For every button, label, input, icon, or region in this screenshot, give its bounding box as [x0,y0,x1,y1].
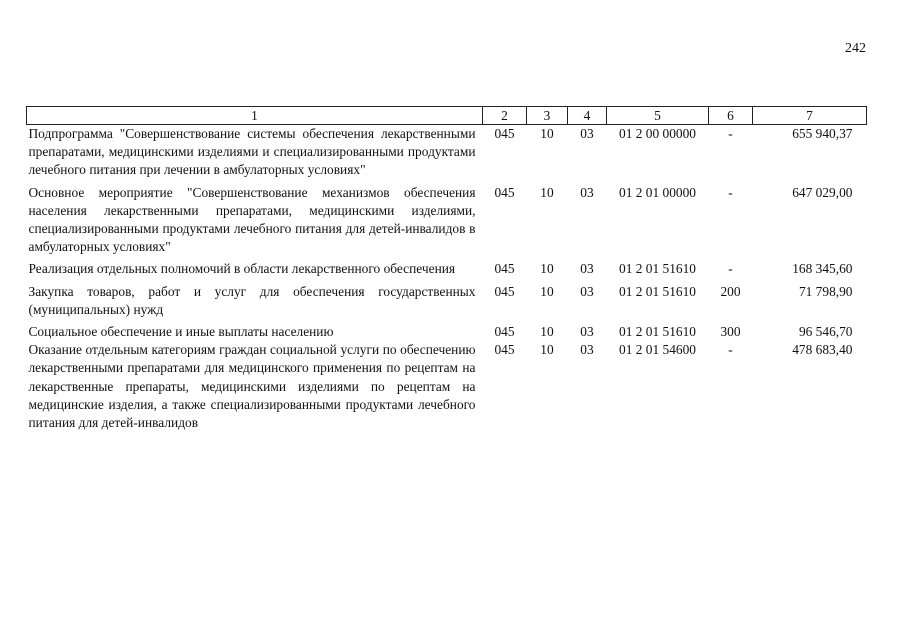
row-col-3: 10 [540,283,554,299]
table-row [27,180,867,257]
header-cell-1: 1 [27,107,483,125]
row-col-5: 01 2 01 51610 [619,261,696,277]
header-cell-7: 7 [753,107,867,125]
header-row [27,107,867,125]
header-cell-4: 4 [568,107,607,125]
row-amount: 71 798,90 [798,283,853,299]
budget-table [26,106,867,432]
row-col-5: 01 2 01 51610 [619,283,696,299]
row-col-4: 03 [580,261,594,277]
row-col-4: 03 [580,342,594,358]
header-cell-3: 3 [527,107,568,125]
row-col-6: - [728,261,733,277]
row-col-5: 01 2 01 00000 [619,184,696,200]
header-cell-6: 6 [709,107,753,125]
row-col-2: 045 [494,283,515,299]
row-col-3: 10 [540,126,554,141]
row-col-6: 300 [720,324,741,340]
row-col-5: 01 2 00 00000 [619,126,696,141]
row-col-4: 03 [580,126,594,141]
row-col-4: 03 [580,184,594,200]
row-col-5: 01 2 01 54600 [619,342,696,358]
row-col-6: - [728,126,733,141]
row-col-2: 045 [494,126,515,141]
table-row [27,125,867,180]
row-col-3: 10 [540,342,554,358]
row-amount: 478 683,40 [792,342,853,358]
row-col-4: 03 [580,283,594,299]
page-number: 242 [845,41,866,56]
row-name: Социальное обеспечение и иные выплаты населению [28,324,334,340]
row-col-2: 045 [494,342,515,358]
row-amount: 647 029,00 [792,184,853,200]
row-col-2: 045 [494,324,515,340]
table-row [27,319,867,341]
row-amount: 168 345,60 [792,261,853,277]
row-name: Подпрограмма "Совершенствование системы обеспечения лекарственными препаратами, медицинскими изделиями и специализированными продуктами лечебного питания при лечении в амбулаторных условиях" [28,126,476,178]
table-row [27,279,867,319]
row-col-2: 045 [494,184,515,200]
row-name: Основное мероприятие "Совершенствование механизмов обеспечения населения лекарственными препаратами, медицинскими изделиями, специализированными продуктами лечебного питания для детей-инвалидов в амбулаторных условиях" [28,184,476,255]
row-col-5: 01 2 01 51610 [619,324,696,340]
row-amount: 96 546,70 [798,324,853,340]
row-col-3: 10 [540,184,554,200]
row-col-6: - [728,342,733,358]
row-col-3: 10 [540,261,554,277]
row-name: Реализация отдельных полномочий в области лекарственного обеспечения [28,261,456,277]
row-col-6: 200 [720,283,741,299]
row-amount: 655 940,37 [792,126,853,141]
row-col-6: - [728,184,733,200]
row-col-3: 10 [540,324,554,340]
table-row [27,341,867,432]
row-name: Оказание отдельным категориям граждан социальной услуги по обеспечению лекарственными препаратами для медицинского применения по рецептам на лекарственные препараты, медицинскими изделиями по рецептам на медицинские изделия, а также специализированными продуктами лечебного питания для детей-инвалидов [28,342,476,431]
row-name: Закупка товаров, работ и услуг для обеспечения государственных (муниципальных) нужд [28,283,476,317]
row-col-2: 045 [494,261,515,277]
row-col-4: 03 [580,324,594,340]
header-cell-2: 2 [483,107,527,125]
table-row [27,256,867,278]
header-cell-5: 5 [607,107,709,125]
